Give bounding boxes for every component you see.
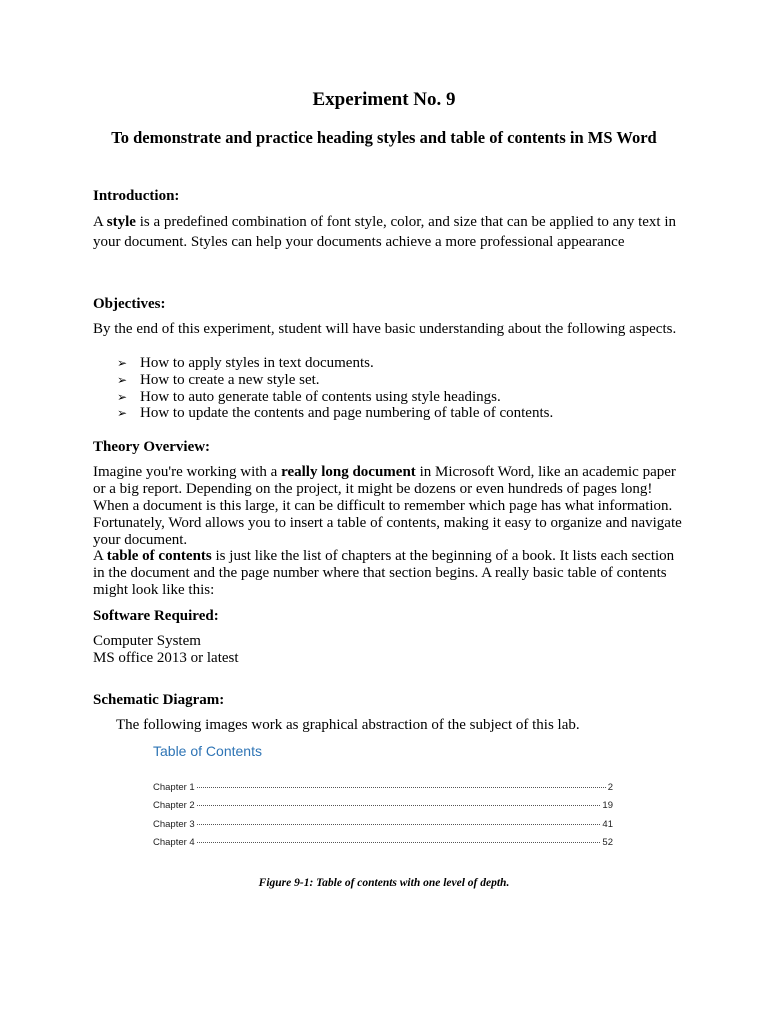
- objectives-heading: Objectives:: [93, 296, 166, 312]
- toc-leader: [197, 824, 601, 825]
- page-subtitle: To demonstrate and practice heading styles and table of contents in MS Word: [111, 128, 657, 147]
- theory-bold-1: really long document: [281, 464, 416, 480]
- intro-text-2: is a predefined combination of font style, color, and size that can be applied to any text in your document. Styles can help your documents achieve a more professional appearance: [93, 214, 677, 250]
- objectives-intro: By the end of this experiment, student will have basic understanding about the following aspects.: [93, 321, 677, 337]
- toc-entry-page: 19: [602, 800, 613, 811]
- toc-entry-page: 2: [607, 782, 613, 793]
- software-heading: Software Required:: [93, 608, 219, 624]
- schematic-heading: Schematic Diagram:: [93, 692, 225, 708]
- introduction-heading: Introduction:: [93, 188, 180, 204]
- theory-text-1: Imagine you're working with a: [93, 464, 282, 480]
- toc-entry-label: Chapter 3: [153, 819, 195, 830]
- arrow-bullet-icon: ➢: [117, 372, 128, 387]
- list-item: [117, 405, 553, 422]
- objectives-list: [117, 355, 553, 422]
- page-title: Experiment No. 9: [312, 89, 456, 110]
- schematic-text: The following images work as graphical abstraction of the subject of this lab.: [116, 717, 580, 733]
- toc-leader: [197, 842, 601, 843]
- toc-entry: [153, 837, 613, 848]
- software-line-1: Computer System: [93, 633, 201, 649]
- toc-entry-page: 52: [602, 837, 613, 848]
- intro-text-1: A: [93, 214, 107, 230]
- theory-paragraph-2: [93, 548, 683, 599]
- list-item-text: How to auto generate table of contents using style headings.: [140, 388, 501, 405]
- arrow-bullet-icon: ➢: [117, 406, 128, 421]
- software-line-2: MS office 2013 or latest: [93, 650, 239, 666]
- figure-caption: Figure 9-1: Table of contents with one level of depth.: [258, 877, 510, 889]
- toc-entry-page: 41: [602, 819, 613, 830]
- toc-entry-label: Chapter 2: [153, 800, 195, 811]
- arrow-bullet-icon: ➢: [117, 389, 128, 404]
- toc-entry-label: Chapter 1: [153, 782, 195, 793]
- list-item: [117, 372, 553, 389]
- list-item-text: How to apply styles in text documents.: [140, 355, 374, 371]
- theory-text-2: in Microsoft Word, like an academic paper or a big report. Depending on the project, it might be dozens or even hundreds of pages long! When a document is this large, it can be difficult to remember which page has what information. Fortunately, Word allows you to insert a table of contents, making it easy to organize and navigate your document.: [93, 464, 682, 548]
- theory-text-3: A: [93, 548, 107, 564]
- toc-entry: [153, 800, 613, 811]
- toc-entry: [153, 782, 613, 793]
- arrow-bullet-icon: ➢: [117, 356, 128, 370]
- toc-title: Table of Contents: [153, 743, 262, 759]
- list-item: [117, 389, 553, 406]
- intro-bold-style: style: [106, 214, 136, 230]
- toc-leader: [197, 805, 601, 806]
- theory-bold-2: table of contents: [106, 548, 212, 564]
- toc-entry: [153, 819, 613, 830]
- list-item: [117, 355, 553, 372]
- list-item-text: How to create a new style set.: [140, 371, 320, 388]
- theory-text-4: is just like the list of chapters at the beginning of a book. It lists each section in the document and the page number where that section begins. A really basic table of contents might look like this:: [93, 548, 675, 598]
- introduction-paragraph: [93, 212, 683, 252]
- toc-leader: [197, 787, 606, 788]
- theory-paragraph-1: [93, 464, 683, 549]
- theory-heading: Theory Overview:: [93, 439, 211, 455]
- list-item-text: How to update the contents and page numbering of table of contents.: [140, 405, 554, 422]
- toc-entry-label: Chapter 4: [153, 837, 195, 848]
